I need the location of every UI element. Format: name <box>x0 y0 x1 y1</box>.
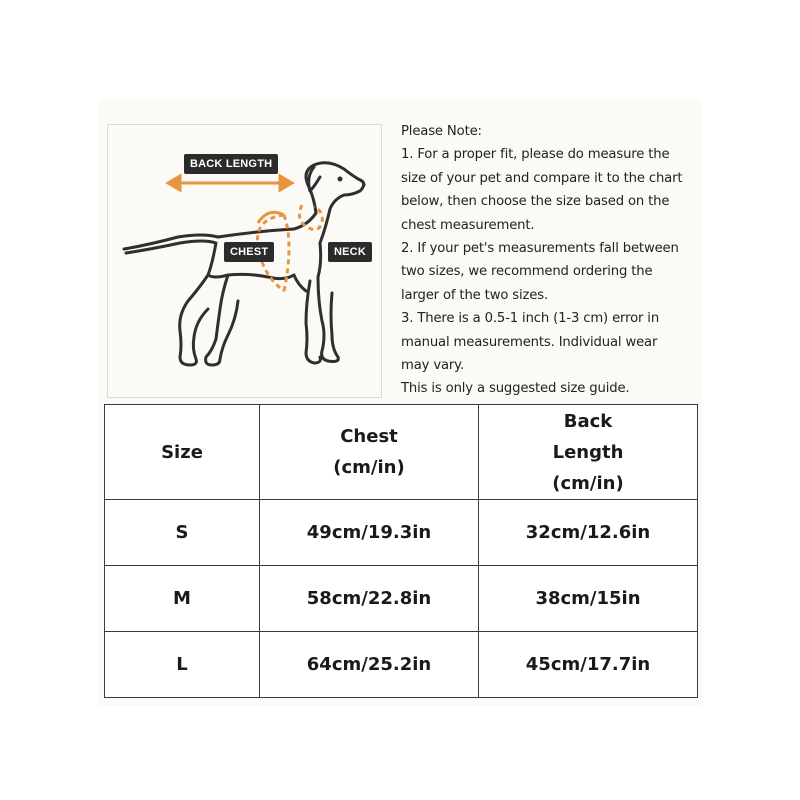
size-cell: L <box>105 632 260 698</box>
back-length-cell: 32cm/12.6in <box>479 500 698 566</box>
header-back-label: Back <box>563 410 613 432</box>
header-chest-unit: (cm/in) <box>333 457 405 478</box>
dog-outline <box>124 163 364 365</box>
header-size-label: Size <box>161 441 203 463</box>
chest-tag: CHEST <box>224 242 274 262</box>
chest-cell: 49cm/19.3in <box>260 500 479 566</box>
size-chart-table <box>104 404 698 698</box>
header-chest-label: Chest <box>340 426 398 447</box>
note-line: 3. There is a 0.5-1 inch (1-3 cm) error in <box>401 311 660 327</box>
back-length-tag: BACK LENGTH <box>184 154 278 174</box>
header-length-label: Length <box>552 441 624 463</box>
note-line: larger of the two sizes. <box>401 287 549 303</box>
note-line: two sizes, we recommend ordering the <box>401 264 653 280</box>
header-back-length <box>479 405 698 500</box>
chest-cell: 58cm/22.8in <box>260 566 479 632</box>
table-row <box>105 500 698 566</box>
chest-cell: 64cm/25.2in <box>260 632 479 698</box>
back-length-arrow <box>168 176 292 190</box>
note-title: Please Note: <box>401 124 482 139</box>
back-length-cell: 45cm/17.7in <box>479 632 698 698</box>
table-row <box>105 632 698 698</box>
size-cell: S <box>105 500 260 566</box>
header-back-length-unit: (cm/in) <box>552 472 624 494</box>
measurement-figure <box>107 124 382 398</box>
note-line: This is only a suggested size guide. <box>401 381 630 397</box>
note-line: 2. If your pet's measurements fall between <box>401 241 679 257</box>
header-size <box>105 405 260 500</box>
size-cell: M <box>105 566 260 632</box>
note-line: below, then choose the size based on the <box>401 194 670 210</box>
note-line: size of your pet and compare it to the chart <box>401 170 683 186</box>
note-line: manual measurements. Individual wear <box>401 334 658 350</box>
dog-eye <box>338 177 343 182</box>
note-line: may vary. <box>401 358 464 374</box>
header-chest <box>260 405 479 500</box>
neck-tag: NECK <box>328 242 372 262</box>
back-length-cell: 38cm/15in <box>479 566 698 632</box>
note-line: chest measurement. <box>401 217 535 233</box>
note-line: 1. For a proper fit, please do measure the <box>401 147 670 163</box>
table-header-row <box>105 405 698 500</box>
table-row <box>105 566 698 632</box>
please-note-text <box>401 120 701 401</box>
